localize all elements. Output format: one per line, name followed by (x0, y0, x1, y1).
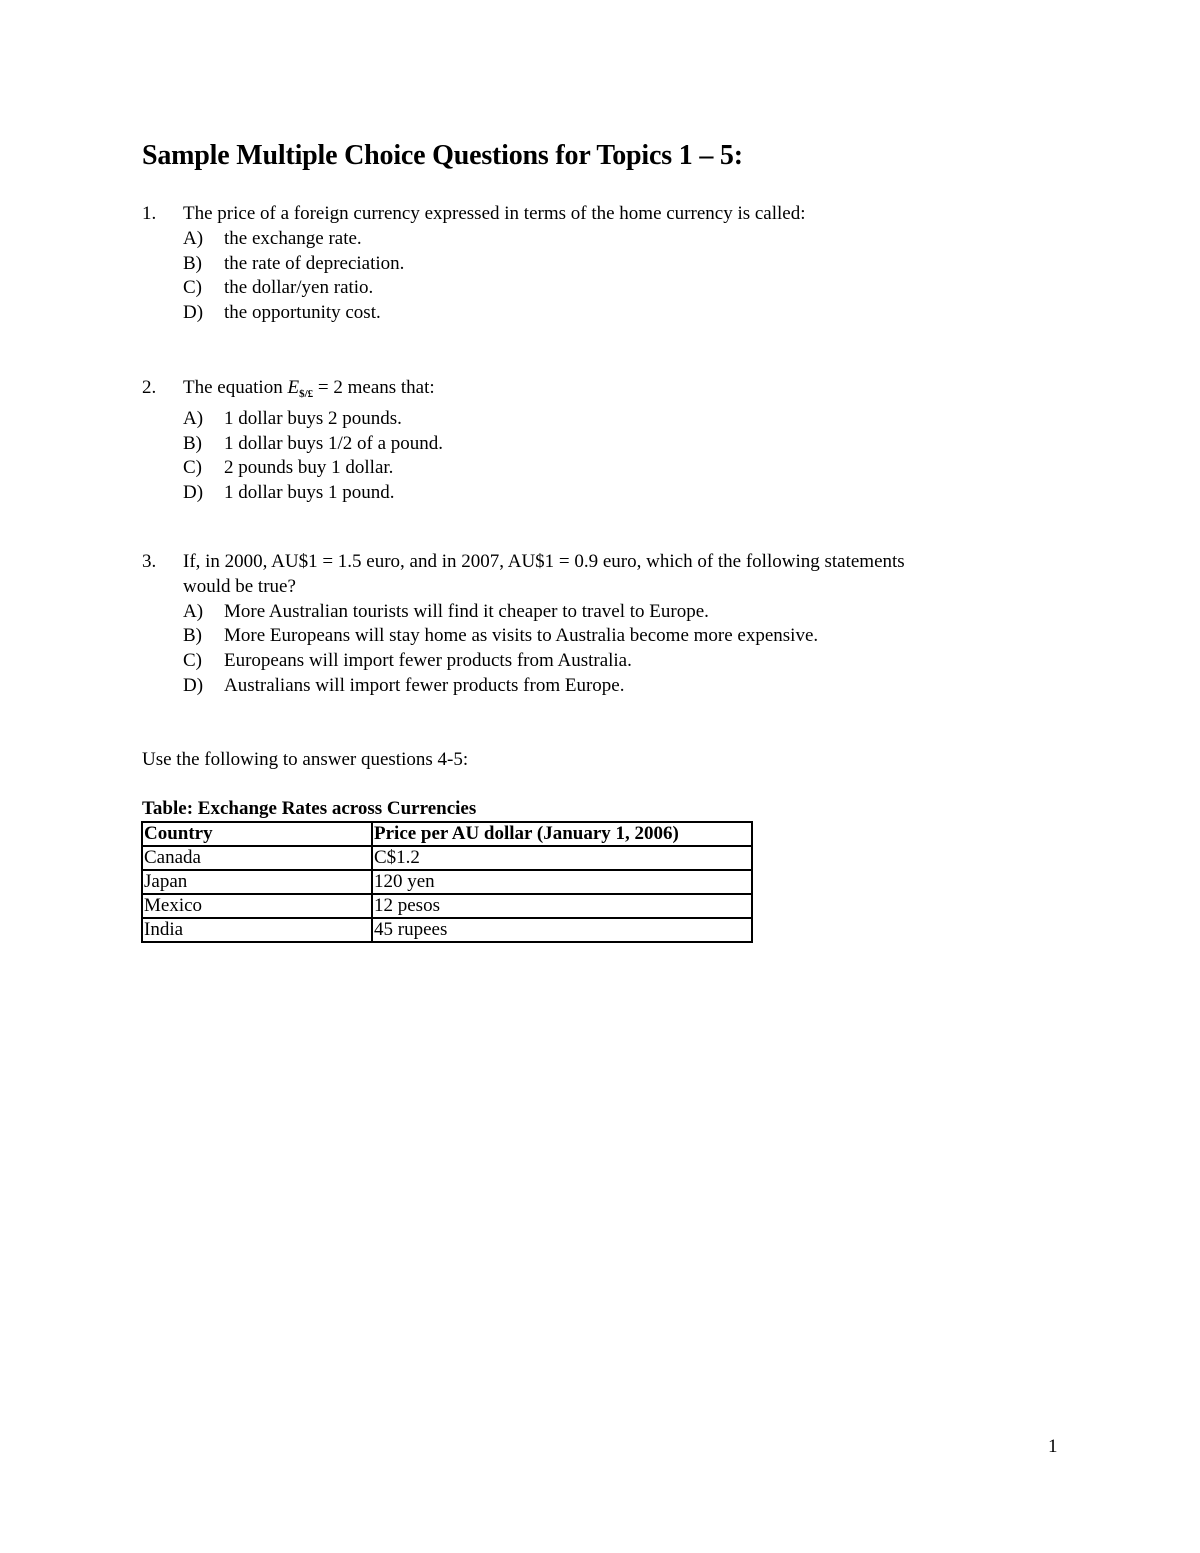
option-text: the dollar/yen ratio. (224, 277, 374, 299)
price-cell: 12 pesos (372, 894, 752, 918)
option-list (142, 407, 1042, 506)
table-row (142, 918, 752, 942)
option-list (142, 227, 1042, 326)
option-text: 1 dollar buys 1/2 of a pound. (224, 432, 444, 454)
equation-subscript: $/£ (299, 388, 314, 400)
table-row (142, 894, 752, 918)
price-cell: 45 rupees (372, 918, 752, 942)
question-text (183, 376, 1042, 407)
country-cell: Canada (142, 846, 372, 870)
question-3 (142, 550, 1042, 699)
option-list (142, 600, 1042, 699)
question-text-line-1: If, in 2000, AU$1 = 1.5 euro, and in 2007, AU$1 = 0.9 euro, which of the following statements (183, 551, 905, 572)
question-stem (142, 376, 1042, 407)
column-header-price: Price per AU dollar (January 1, 2006) (372, 822, 752, 846)
option-text: 1 dollar buys 2 pounds. (224, 407, 402, 429)
option-a (142, 227, 1042, 252)
option-letter: C) (183, 457, 202, 479)
option-b (142, 252, 1042, 277)
country-cell: Japan (142, 870, 372, 894)
price-cell: 120 yen (372, 870, 752, 894)
option-letter: C) (183, 650, 202, 672)
equation-symbol: E (287, 377, 300, 398)
option-a (142, 407, 1042, 432)
table-row (142, 870, 752, 894)
question-number: 2. (142, 377, 157, 398)
table-header-row (142, 822, 752, 846)
exchange-rate-table (141, 821, 753, 943)
question-stem (142, 202, 1042, 227)
question-text: The price of a foreign currency expressed in terms of the home currency is called: (183, 203, 806, 224)
option-text: More Australian tourists will find it cheaper to travel to Europe. (224, 600, 709, 622)
option-text: More Europeans will stay home as visits to Australia become more expensive. (224, 625, 819, 647)
table-caption: Table: Exchange Rates across Currencies (142, 798, 477, 819)
option-letter: B) (183, 432, 202, 454)
option-letter: A) (183, 407, 204, 429)
option-b (142, 624, 1042, 649)
option-c (142, 456, 1042, 481)
option-letter: B) (183, 625, 202, 647)
option-c (142, 649, 1042, 674)
option-c (142, 276, 1042, 301)
country-cell: Mexico (142, 894, 372, 918)
column-header-country: Country (142, 822, 372, 846)
table-intro: Use the following to answer questions 4-5: (142, 749, 469, 770)
option-text: Australians will import fewer products from Europe. (224, 674, 625, 696)
option-letter: B) (183, 252, 202, 274)
country-cell: India (142, 918, 372, 942)
option-letter: D) (183, 674, 204, 696)
page-number: 1 (1048, 1436, 1058, 1457)
option-text: the rate of depreciation. (224, 252, 405, 274)
option-letter: D) (183, 482, 204, 504)
option-d (142, 674, 1042, 699)
option-text: the opportunity cost. (224, 302, 381, 324)
option-b (142, 432, 1042, 457)
question-number: 1. (142, 203, 157, 224)
option-d (142, 481, 1042, 506)
question-2 (142, 376, 1042, 506)
option-text: Europeans will import fewer products from Australia. (224, 650, 632, 672)
price-cell: C$1.2 (372, 846, 752, 870)
option-letter: C) (183, 277, 202, 299)
option-text: 2 pounds buy 1 dollar. (224, 457, 394, 479)
question-text-line-2: would be true? (183, 575, 296, 597)
question-number: 3. (142, 551, 157, 572)
option-text: 1 dollar buys 1 pound. (224, 482, 395, 504)
question-text-before: The equation (183, 377, 288, 398)
option-text: the exchange rate. (224, 227, 362, 249)
option-d (142, 301, 1042, 326)
option-letter: D) (183, 302, 204, 324)
option-letter: A) (183, 600, 204, 622)
table-row (142, 846, 752, 870)
page-title: Sample Multiple Choice Questions for Topics 1 – 5: (142, 140, 743, 171)
question-1 (142, 202, 1042, 326)
question-text-after: = 2 means that: (313, 377, 435, 398)
question-stem (142, 550, 1042, 600)
option-a (142, 600, 1042, 625)
option-letter: A) (183, 227, 204, 249)
